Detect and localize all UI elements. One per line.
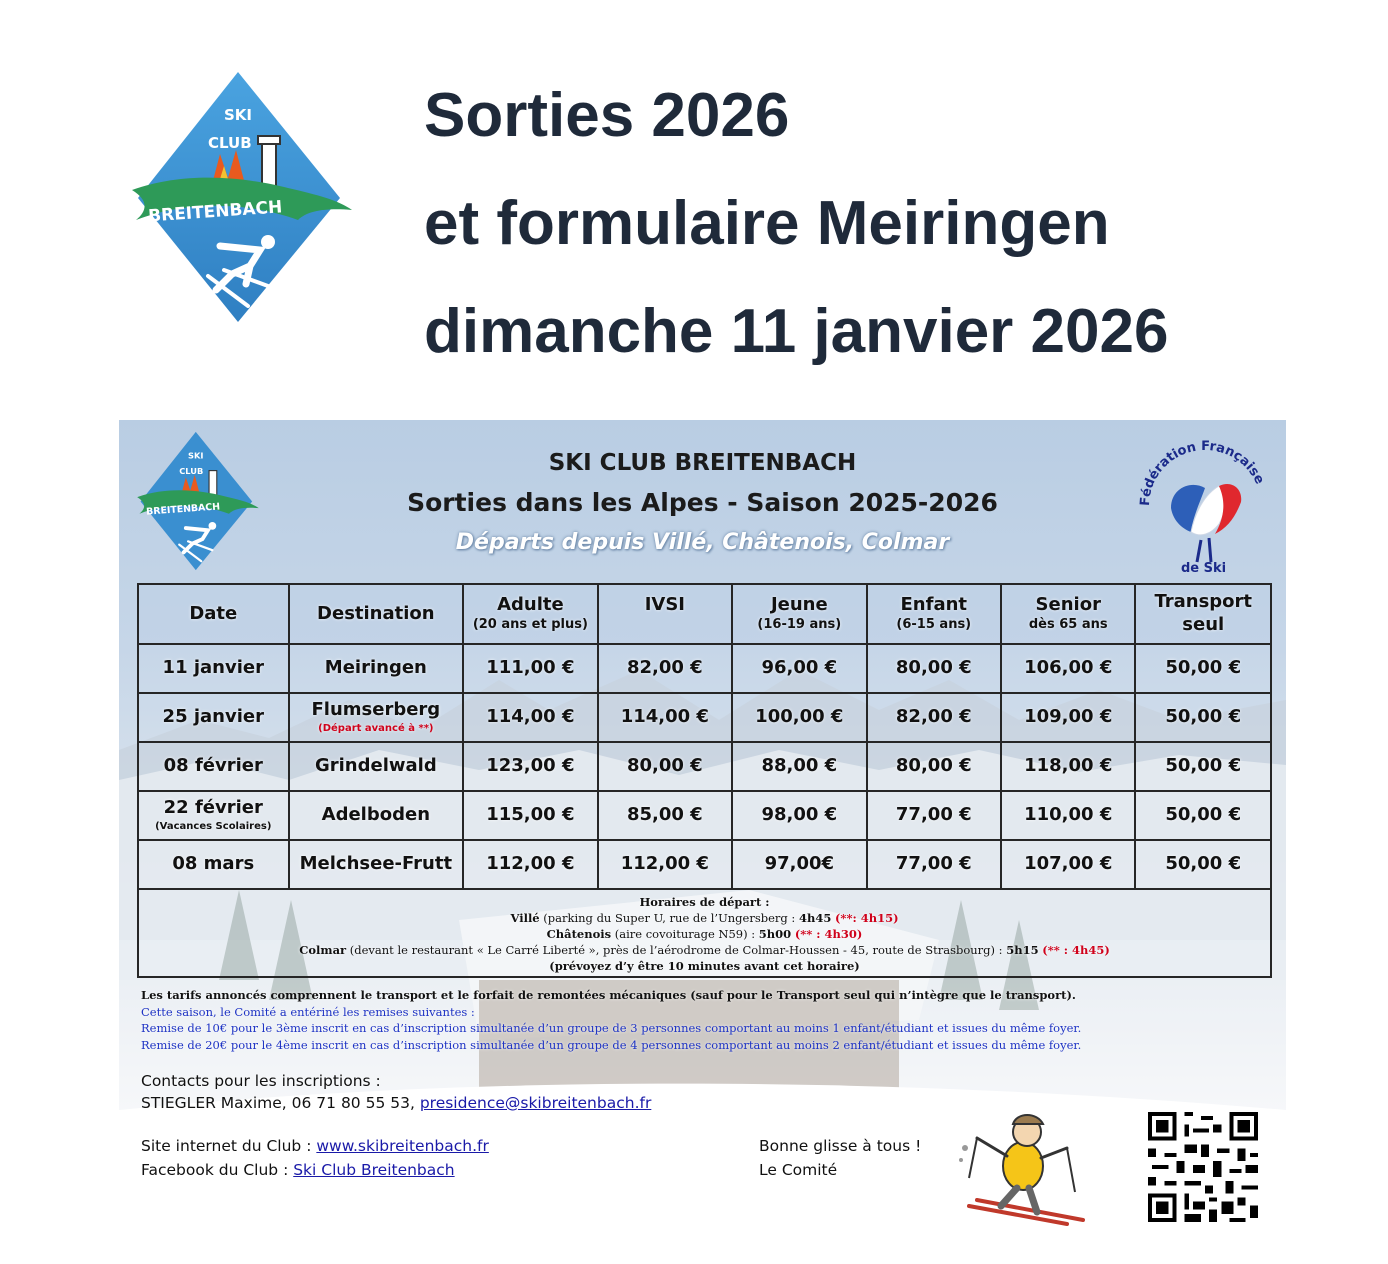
cell-date: 22 février (Vacances Scolaires) <box>138 791 289 840</box>
cell-destination: Flumserberg (Départ avancé à **) <box>289 693 464 742</box>
cell-adulte: 115,00 € <box>463 791 597 840</box>
poster-logo-ski-text: SKI <box>188 450 204 461</box>
table-row <box>138 742 1271 791</box>
poster-title: SKI CLUB BREITENBACH <box>548 450 857 476</box>
cell-transport: 50,00 € <box>1135 644 1271 693</box>
note-discount-20: Remise de 20€ pour le 4ème inscrit en cas d’inscription simultanée d’un groupe de 4 personnes comportant au moins 2 enfant/étudiant et issues du même foyer. <box>141 1037 1082 1052</box>
cell-transport: 50,00 € <box>1135 742 1271 791</box>
table-row <box>138 791 1271 840</box>
cell-ivsi: 82,00 € <box>598 644 732 693</box>
cell-senior: 109,00 € <box>1001 693 1135 742</box>
cell-ivsi: 112,00 € <box>598 840 732 889</box>
logo-banner-text: BREITENBACH <box>147 197 283 227</box>
cell-jeune: 97,00€ <box>732 840 866 889</box>
greeting-line-2: Le Comité <box>759 1161 838 1179</box>
header-enfant: Enfant (6-15 ans) <box>867 584 1001 644</box>
destination-note: (Départ avancé à **) <box>318 723 434 735</box>
header-destination: Destination <box>289 584 464 644</box>
cell-enfant: 80,00 € <box>867 742 1001 791</box>
table-row <box>138 840 1271 889</box>
title-line-1: Sorties 2026 <box>424 81 790 150</box>
schedule-row <box>138 889 1271 977</box>
note-discounts-intro: Cette saison, le Comité a entériné les remises suivantes : <box>141 1004 475 1019</box>
cell-senior: 118,00 € <box>1001 742 1135 791</box>
schedule-chatenois: Châtenois (aire covoiturage N59) : 5h00 (** : 4h30) <box>546 927 863 941</box>
cell-transport: 50,00 € <box>1135 791 1271 840</box>
poster-subtitle: Sorties dans les Alpes - Saison 2025-2026 <box>407 488 998 517</box>
facebook-line: Facebook du Club : Ski Club Breitenbach <box>141 1161 455 1179</box>
site-line: Site internet du Club : www.skibreitenbach.fr <box>141 1137 489 1155</box>
departure-schedule <box>138 889 1271 977</box>
club-logo <box>128 70 356 324</box>
qr-code-icon <box>1144 1108 1262 1226</box>
poster-logo-club-text: CLUB <box>179 465 204 476</box>
ffs-top-text: Fédération Française <box>1137 438 1267 507</box>
greeting-line-1: Bonne glisse à tous ! <box>759 1137 922 1155</box>
cell-ivsi: 85,00 € <box>598 791 732 840</box>
table-header-row <box>138 584 1271 644</box>
facebook-link[interactable]: Ski Club Breitenbach <box>293 1161 455 1179</box>
schedule-colmar: Colmar (devant le restaurant « Le Carré Liberté », près de l’aérodrome de Colmar-Houssen - 45, route de Strasbourg) : 5h15 (** : 4h45) <box>299 943 1110 957</box>
table-row <box>138 693 1271 742</box>
contact-person: STIEGLER Maxime, 06 71 80 55 53, presidence@skibreitenbach.fr <box>141 1094 652 1112</box>
header-date: Date <box>138 584 289 644</box>
cell-jeune: 98,00 € <box>732 791 866 840</box>
cell-jeune: 100,00 € <box>732 693 866 742</box>
header-jeune: Jeune (16-19 ans) <box>732 584 866 644</box>
cell-transport: 50,00 € <box>1135 840 1271 889</box>
note-pricing: Les tarifs annoncés comprennent le transport et le forfait de remontées mécaniques (sauf pour le Transport seul qui n’intègre que le transport). <box>141 988 1076 1002</box>
title-line-3: dimanche 11 janvier 2026 <box>424 297 1169 366</box>
cell-enfant: 77,00 € <box>867 840 1001 889</box>
email-link[interactable]: presidence@skibreitenbach.fr <box>419 1094 652 1112</box>
greeting <box>759 1134 921 1182</box>
cell-adulte: 123,00 € <box>463 742 597 791</box>
note-discount-10: Remise de 10€ pour le 3ème inscrit en cas d’inscription simultanée d’un groupe de 3 personnes comportant au moins 1 enfant/étudiant et issues du même foyer. <box>141 1021 1082 1035</box>
cell-senior: 107,00 € <box>1001 840 1135 889</box>
logo-ski-text: SKI <box>224 106 253 124</box>
header-senior: Senior dès 65 ans <box>1001 584 1135 644</box>
cell-adulte: 112,00 € <box>463 840 597 889</box>
header-adulte: Adulte (20 ans et plus) <box>463 584 597 644</box>
header-ivsi: IVSI <box>598 584 732 644</box>
logo-club-text: CLUB <box>208 134 252 152</box>
poster-image <box>119 420 1286 1234</box>
cell-destination: Meiringen <box>289 644 464 693</box>
title-line-2: et formulaire Meiringen <box>424 189 1110 258</box>
cell-ivsi: 114,00 € <box>598 693 732 742</box>
cell-destination: Grindelwald <box>289 742 464 791</box>
website-link[interactable]: www.skibreitenbach.fr <box>316 1137 489 1155</box>
schedule-footer: (prévoyez d’y être 10 minutes avant cet horaire) <box>549 959 860 973</box>
cell-adulte: 111,00 € <box>463 644 597 693</box>
date-note: (Vacances Scolaires) <box>155 821 272 833</box>
poster-departures: Départs depuis Villé, Châtenois, Colmar <box>455 530 950 555</box>
header-transport: Transport seul <box>1135 584 1271 644</box>
skier-cartoon-icon <box>957 1108 1089 1228</box>
poster-logo-banner-text: BREITENBACH <box>145 501 221 518</box>
cell-jeune: 88,00 € <box>732 742 866 791</box>
cell-senior: 110,00 € <box>1001 791 1135 840</box>
cell-ivsi: 80,00 € <box>598 742 732 791</box>
contacts <box>141 1070 651 1114</box>
contacts-label: Contacts pour les inscriptions : <box>141 1072 381 1090</box>
cell-date: 08 mars <box>138 840 289 889</box>
cell-enfant: 77,00 € <box>867 791 1001 840</box>
club-links <box>141 1134 489 1182</box>
cell-enfant: 80,00 € <box>867 644 1001 693</box>
cell-transport: 50,00 € <box>1135 693 1271 742</box>
table-row <box>138 644 1271 693</box>
cell-enfant: 82,00 € <box>867 693 1001 742</box>
schedule-ville: Villé (parking du Super U, rue de l’Ungersberg : 4h45 (**: 4h15) <box>510 911 899 925</box>
cell-destination: Adelboden <box>289 791 464 840</box>
pricing-notes <box>141 987 1261 1053</box>
cell-date: 08 février <box>138 742 289 791</box>
page-title <box>424 62 1364 386</box>
cell-date: 11 janvier <box>138 644 289 693</box>
price-table <box>137 583 1272 978</box>
cell-senior: 106,00 € <box>1001 644 1135 693</box>
cell-destination: Melchsee-Frutt <box>289 840 464 889</box>
schedule-heading: Horaires de départ : <box>639 895 770 909</box>
cell-jeune: 96,00 € <box>732 644 866 693</box>
ffs-bottom-text: de Ski <box>1181 561 1227 576</box>
cell-date: 25 janvier <box>138 693 289 742</box>
cell-adulte: 114,00 € <box>463 693 597 742</box>
